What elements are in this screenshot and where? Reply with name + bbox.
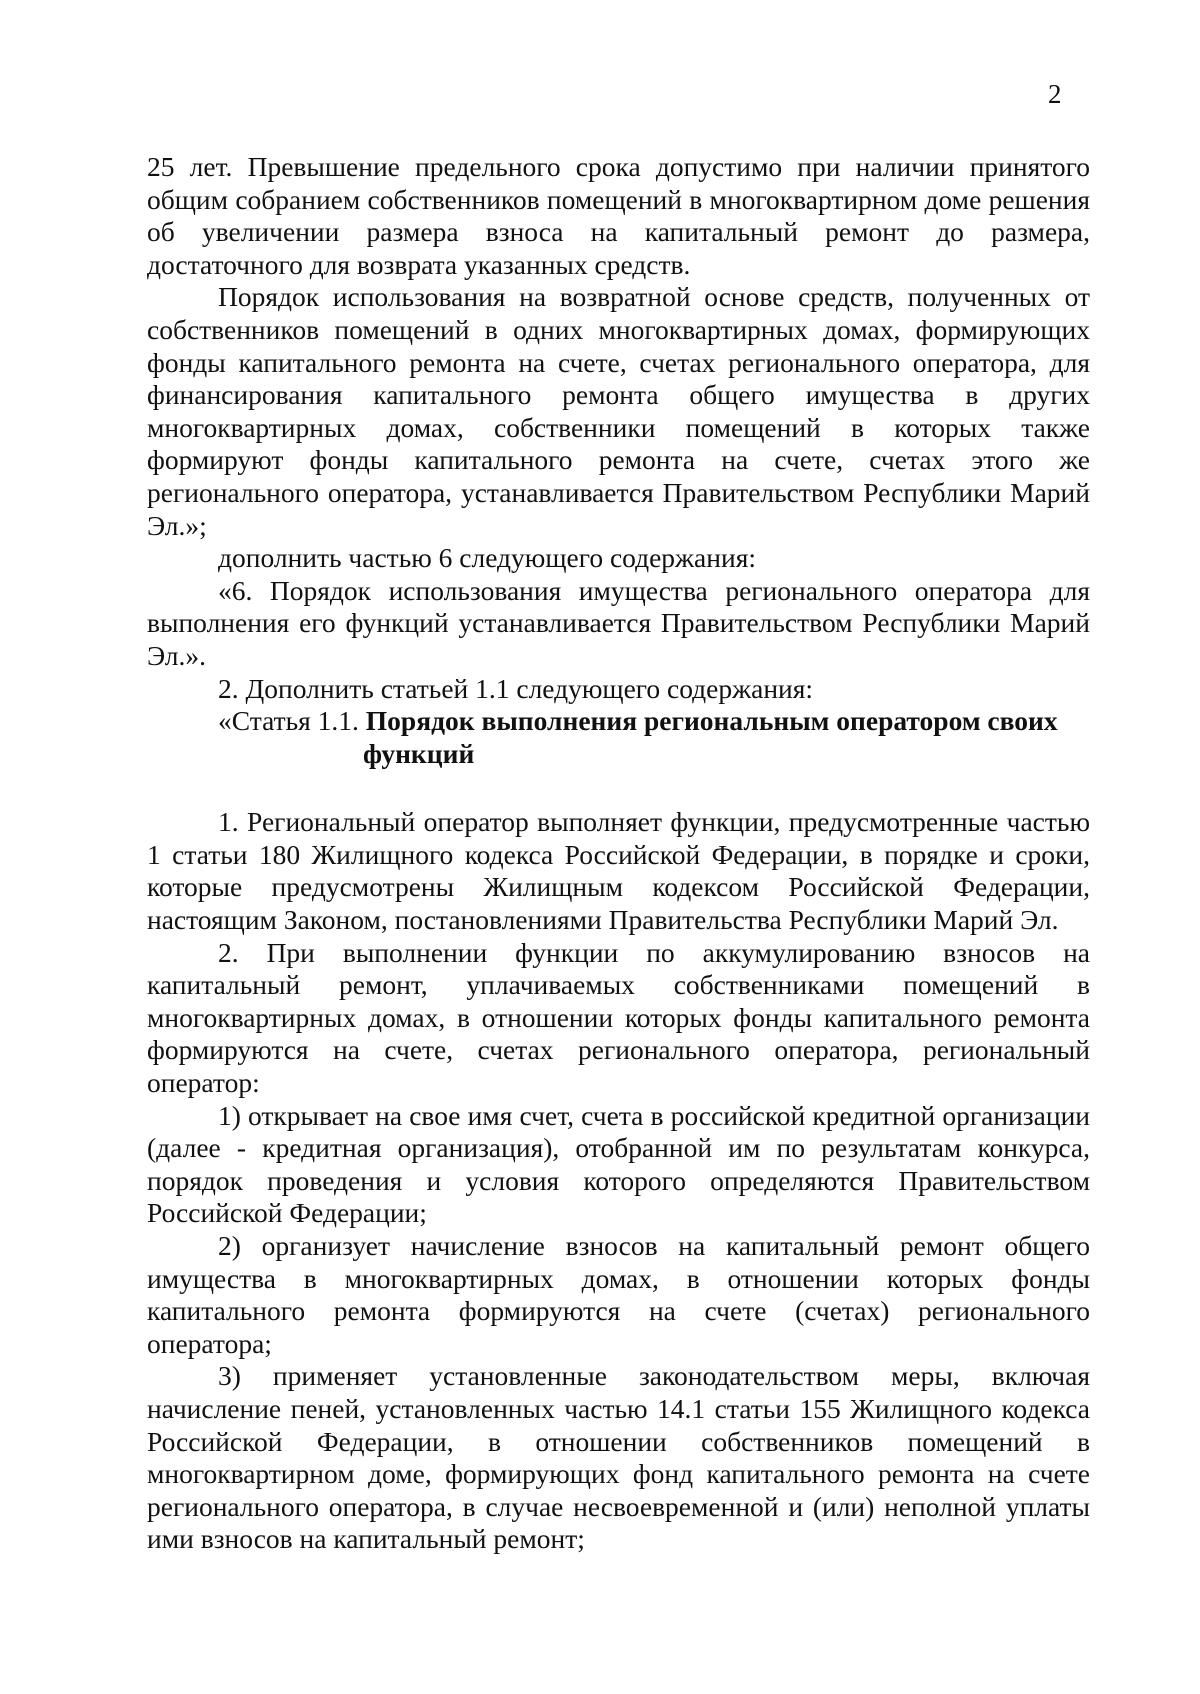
paragraph-clause-1: 1. Региональный оператор выполняет функции, предусмотренные частью 1 статьи 180 Жилищного кодекса Российской Федерации, в порядке и сроки, которые предусмотрены Жилищным кодексом Российской Федерации, настоящим Законом, постановлениями Правительства Республики Марий Эл. [147,806,1090,936]
paragraph-add-article: 2. Дополнить статьей 1.1 следующего содержания: [218,672,814,704]
paragraph-item-2: 2) организует начисление взносов на капитальный ремонт общего имущества в многоквартирных домах, в отношении которых фонды капитального ремонта формируются на счете (счетах) регионального оператора; [147,1230,1090,1359]
paragraph-part-6: «6. Порядок использования имущества регионального оператора для выполнения его функций устанавливается Правительством Республики Марий Эл.». [147,574,1090,671]
article-title-continued: функций [363,737,475,769]
article-prefix: «Статья 1.1. [218,705,366,737]
paragraph-item-3: 3) применяет установленные законодательством меры, включая начисление пеней, установленных частью 14.1 статьи 155 Жилищного кодекса Российской Федерации, в отношении собственников помещений в многоквартирном доме, формирующих фонд капитального ремонта на счете регионального оператора, в случае несвоевременной и (или) неполной уплаты ими взносов на капитальный ремонт; [147,1360,1090,1555]
paragraph-add-part-6: дополнить частью 6 следующего содержания: [218,542,756,574]
paragraph-continuation: 25 лет. Превышение предельного срока допустимо при наличии принятого общим собранием собственников помещений в многоквартирном доме решения об увеличении размера взноса на капитальный ремонт до размера, достаточного для возврата указанных средств. [147,151,1090,280]
article-title: Порядок выполнения региональным оператором своих [365,705,1058,737]
document-body [147,151,1090,1556]
paragraph-clause-2: 2. При выполнении функции по аккумулированию взносов на капитальный ремонт, уплачиваемых собственниками помещений в многоквартирных домах, в отношении которых фонды капитального ремонта формируются на счете, счетах регионального оператора, региональный оператор: [147,936,1090,1099]
paragraph-return-basis: Порядок использования на возвратной основе средств, полученных от собственников помещений в одних многоквартирных домах, формирующих фонды капитального ремонта на счете, счетах регионального оператора, для финансирования капитального ремонта общего имущества в других многоквартирных домах, собственники помещений в которых также формируют фонды капитального ремонта на счете, счетах этого же регионального оператора, устанавливается Правительством Республики Марий Эл.»; [147,281,1090,541]
article-heading [147,705,1090,738]
blank-line [147,770,1090,806]
paragraph-item-1: 1) открывает на свое имя счет, счета в российской кредитной организации (далее - кредитная организация), отобранной им по результатам конкурса, порядок проведения и условия которого определяются Правительством Российской Федерации; [147,1099,1090,1229]
page-number: 2 [1048,79,1062,109]
